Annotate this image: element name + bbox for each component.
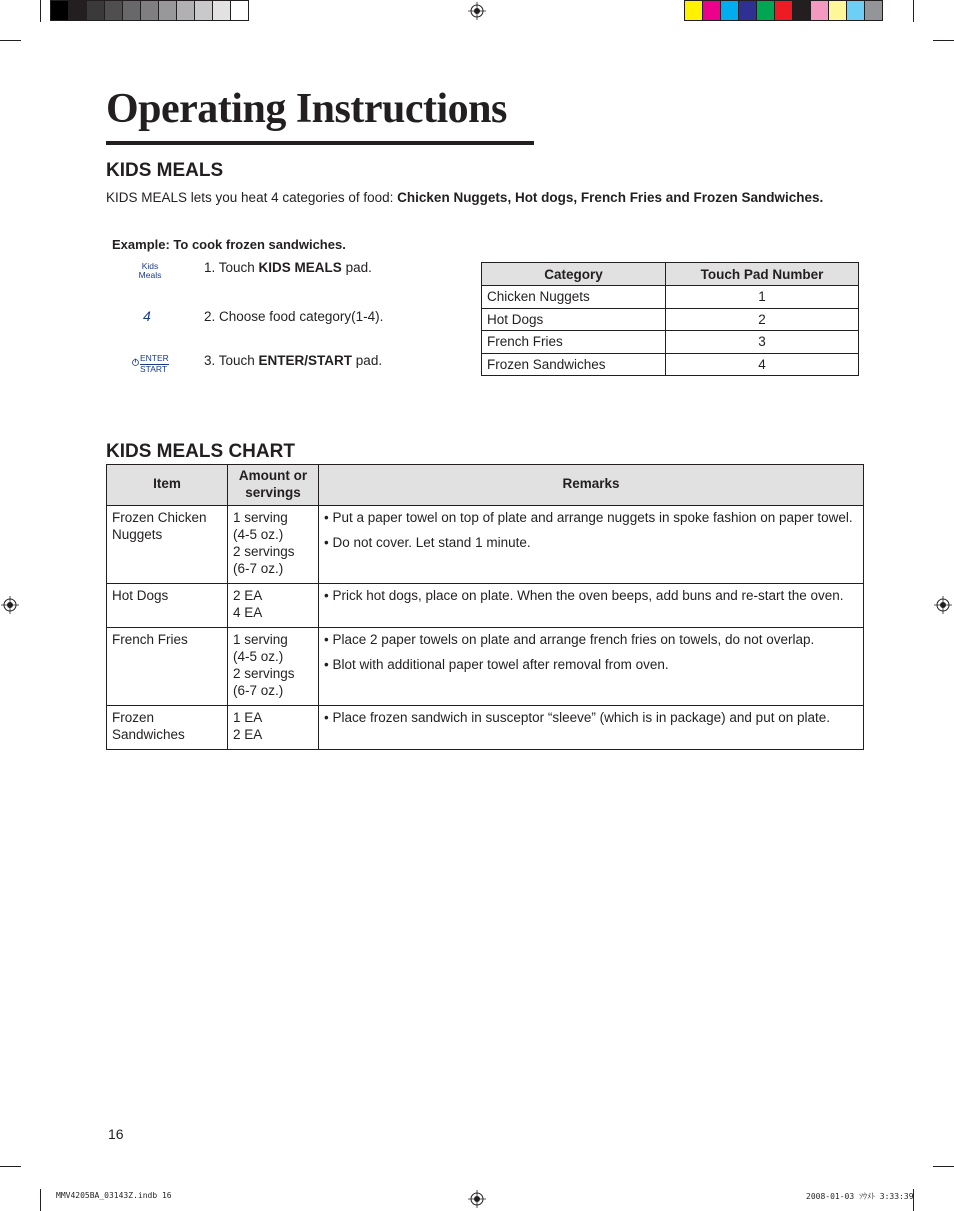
intro-text: KIDS MEALS lets you heat 4 categories of food: [106,190,398,205]
section-heading-kids-meals: KIDS MEALS [106,160,224,181]
color-swatch [792,0,811,21]
example-heading: Example: To cook frozen sandwiches. [112,237,346,252]
column-header-remarks: Remarks [319,465,864,506]
color-swatch [756,0,775,21]
amount-header-line1: Amount or [238,468,308,483]
amount-cell [228,705,319,749]
start-symbol-icon [132,358,139,367]
color-swatch [140,0,159,21]
registration-mark-icon [468,2,486,20]
color-swatch [828,0,847,21]
color-swatch [230,0,249,21]
crop-mark [40,1189,41,1211]
registration-mark-icon [468,1190,486,1208]
kids-meals-pad-icon [136,262,164,279]
color-swatch [86,0,105,21]
intro-bold-text: Chicken Nuggets, Hot dogs, French Fries and Frozen Sandwiches. [397,190,824,205]
item-line: Frozen [112,709,155,725]
color-swatch [104,0,123,21]
table-row [482,308,859,331]
category-cell: French Fries [482,331,666,354]
color-swatch [122,0,141,21]
step-3-suffix: pad. [352,353,383,368]
touch-pad-number-cell: 4 [666,353,859,376]
color-swatch-bar [684,0,882,21]
table-header-row [482,263,859,286]
item-line: Sandwiches [112,726,185,742]
amount-line: 1 EA [233,709,263,725]
remark-bullet: • Do not cover. Let stand 1 minute. [324,534,531,550]
amount-header-line2: servings [245,484,301,500]
crop-mark [933,1166,954,1167]
kids-meals-icon-line1: Kids [141,261,159,271]
touch-pad-number-cell: 2 [666,308,859,331]
gray-swatch-bar [50,0,248,21]
amount-line: 1 serving [233,631,288,647]
category-cell: Hot Dogs [482,308,666,331]
amount-cell [228,627,319,705]
crop-mark [933,40,954,41]
slug-file-info: MMV4205BA_03143Z.indb 16 [56,1191,172,1200]
remarks-cell [319,705,864,749]
column-header-touch-pad-number: Touch Pad Number [666,263,859,286]
column-header-category: Category [482,263,666,286]
registration-mark-icon [934,596,952,614]
color-swatch [68,0,87,21]
table-row [482,331,859,354]
title-underline [106,141,534,145]
step-1-suffix: pad. [341,260,372,275]
color-swatch [774,0,793,21]
amount-line: 2 EA [233,726,263,742]
table-row [482,353,859,376]
remark-bullet: • Place 2 paper towels on plate and arrange french fries on towels, do not overlap. [324,631,815,647]
enter-icon-line2: START [140,364,168,374]
table-row [107,705,864,749]
color-swatch [846,0,865,21]
remark-bullet: • Prick hot dogs, place on plate. When the oven beeps, add buns and re-start the oven. [324,587,844,603]
kids-meals-icon-line2: Meals [138,269,162,280]
category-cell: Frozen Sandwiches [482,353,666,376]
color-swatch [158,0,177,21]
table-row [107,505,864,583]
remark-bullet: • Place frozen sandwich in susceptor “sleeve” (which is in package) and put on plate. [324,709,830,725]
item-line: Hot Dogs [112,587,169,603]
amount-line: (6-7 oz.) [233,560,284,576]
color-swatch [50,0,69,21]
table-row [107,627,864,705]
color-swatch [684,0,703,21]
color-swatch [212,0,231,21]
table-row [482,286,859,309]
step-3 [204,353,382,368]
color-swatch [194,0,213,21]
amount-line: 2 servings [233,543,295,559]
remarks-cell [319,505,864,583]
touch-pad-number-cell: 1 [666,286,859,309]
amount-line: 2 servings [233,665,295,681]
step-2-text: 2. Choose food category(1-4). [204,309,384,324]
step-1-text: 1. Touch [204,260,259,275]
enter-icon-line1: ENTER [140,353,169,363]
item-cell [107,627,228,705]
step-1 [204,260,372,275]
amount-line: (4-5 oz.) [233,648,284,664]
remark-bullet: • Blot with additional paper towel after removal from oven. [324,656,669,672]
step-2 [204,309,383,324]
digit-pad-icon: 4 [143,308,151,324]
item-line: Nuggets [112,526,163,542]
item-line: French Fries [112,631,188,647]
color-swatch [810,0,829,21]
crop-mark [0,40,21,41]
table-row [107,583,864,627]
amount-line: (4-5 oz.) [233,526,284,542]
registration-mark-icon [1,596,19,614]
item-cell [107,705,228,749]
amount-cell [228,505,319,583]
table-header-row [107,465,864,506]
kids-meals-chart-table [106,464,864,750]
color-swatch [738,0,757,21]
page-number: 16 [108,1126,124,1142]
column-header-amount [228,465,319,506]
amount-line: 4 EA [233,604,263,620]
crop-mark [913,0,914,22]
remark-bullet: • Put a paper towel on top of plate and arrange nuggets in spoke fashion on paper towel. [324,509,853,525]
item-cell [107,505,228,583]
slug-timestamp: 2008-01-03 ｿｳﾒﾄ 3:33:39 [806,1192,914,1201]
step-3-bold: ENTER/START [258,353,353,368]
category-cell: Chicken Nuggets [482,286,666,309]
color-swatch [720,0,739,21]
column-header-item: Item [107,465,228,506]
color-swatch [864,0,883,21]
amount-line: 1 serving [233,509,288,525]
step-3-text: 3. Touch [204,353,259,368]
amount-cell [228,583,319,627]
page-title: Operating Instructions [106,86,507,132]
intro-paragraph [106,190,823,205]
step-1-bold: KIDS MEALS [258,260,342,275]
remarks-cell [319,627,864,705]
color-swatch [176,0,195,21]
touch-pad-number-cell: 3 [666,331,859,354]
section-heading-kids-meals-chart: KIDS MEALS CHART [106,441,295,462]
color-swatch [702,0,721,21]
item-cell [107,583,228,627]
amount-line: 2 EA [233,587,263,603]
remarks-cell [319,583,864,627]
item-line: Frozen Chicken [112,509,207,525]
category-table [481,262,859,376]
crop-mark [40,0,41,22]
amount-line: (6-7 oz.) [233,682,284,698]
crop-mark [0,1166,21,1167]
